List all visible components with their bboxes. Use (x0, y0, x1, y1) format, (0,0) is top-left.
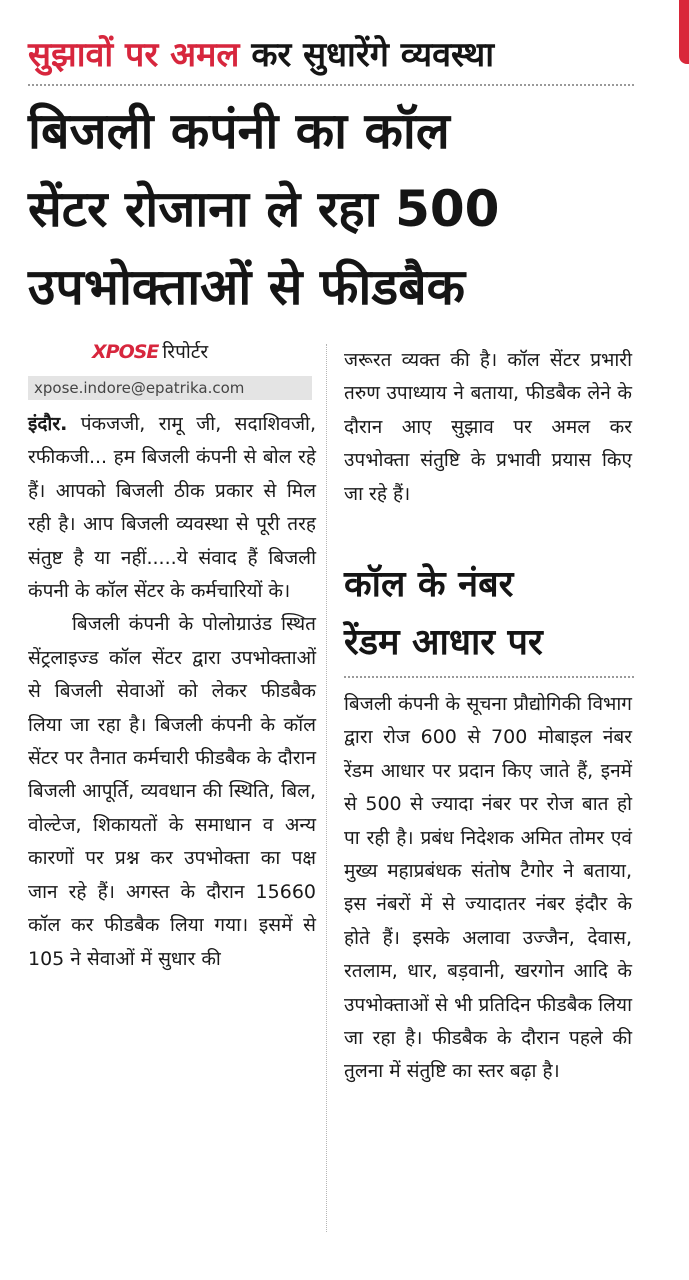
dateline: इंदौर. (28, 413, 68, 435)
headline-line-3: उपभोक्ताओं से फीडबैक (28, 258, 466, 316)
headline (28, 92, 648, 326)
subheading-divider (344, 676, 634, 678)
article-column-right-bottom (344, 688, 632, 1089)
paragraph-body: बिजली कंपनी के पोलोग्राउंड स्थित सेंट्रलाइज्ड कॉल सेंटर द्वारा उपभोक्ताओं से बिजली सेवाओं को लेकर फीडबैक लिया जा रहा है। बिजली कंपनी के कॉल सेंटर पर तैनात कर्मचारी फीडबैक के दौरान बिजली आपूर्ति, व्यवधान की स्थिति, बिल, वोल्टेज, शिकायतों के समाधान व अन्य कारणों पर प्रश्न कर उपभोक्ता का पक्ष जान रहे हैं। अगस्त के दौरान 15660 कॉल कर फीडबैक लिया गया। इसमें से 105 ने सेवाओं में सुधार की (28, 613, 316, 970)
paragraph-continuation: जरूरत व्यक्त की है। कॉल सेंटर प्रभारी तरुण उपाध्याय ने बताया, फीडबैक लेने के दौरान आए सुझाव पर अमल कर उपभोक्ता संतुष्टि के प्रभावी प्रयास किए जा रहे हैं। (344, 349, 632, 505)
brand-logo: XPOSE (92, 341, 159, 363)
kicker-divider (28, 84, 634, 86)
article-column-left (28, 408, 316, 976)
byline (92, 338, 208, 364)
kicker (28, 32, 638, 78)
column-divider (326, 344, 327, 1232)
subheading (344, 556, 640, 672)
headline-line-1: बिजली कपंनी का कॉल (28, 102, 450, 160)
article-column-right-top (344, 344, 632, 511)
kicker-text: कर सुधारेंगे व्यवस्था (251, 35, 495, 75)
paragraph-intro (28, 408, 316, 608)
headline-line-2: सेंटर रोजाना ले रहा 500 (28, 180, 500, 238)
corner-tab (679, 0, 689, 64)
reporter-email: xpose.indore@epatrika.com (28, 376, 312, 400)
paragraph-intro-text: पंकजजी, रामू जी, सदाशिवजी, रफीकजी... हम बिजली कंपनी से बोल रहे हैं। आपको बिजली ठीक प्रकार से मिल रही है। आप बिजली व्यवस्था से पूरी तरह संतुष्ट है या नहीं.....ये संवाद हैं बिजली कंपनी के कॉल सेंटर के कर्मचारियों के। (28, 413, 317, 603)
byline-role: रिपोर्टर (162, 341, 209, 363)
subheading-line-2: रेंडम आधार पर (344, 622, 543, 663)
subheading-line-1: कॉल के नंबर (344, 564, 514, 605)
kicker-highlight: सुझावों पर अमल (28, 35, 240, 75)
paragraph-random-numbers: बिजली कंपनी के सूचना प्रौद्योगिकी विभाग द्वारा रोज 600 से 700 मोबाइल नंबर रेंडम आधार पर प्रदान किए जाते हैं, इनमें से 500 से ज्यादा नंबर पर रोज बात हो पा रही है। प्रबंध निदेशक अमित तोमर एवं मुख्य महाप्रबंधक संतोष टैगोर ने बताया, इस नंबरों में से ज्यादातर नंबर इंदौर के होते हैं। इसके अलावा उज्जैन, देवास, रतलाम, धार, बड़वानी, खरगोन आदि के उपभोक्ताओं से भी प्रतिदिन फीडबैक लिया जा रहा है। फीडबैक के दौरान पहले की तुलना में संतुष्टि का स्तर बढ़ा है। (344, 693, 632, 1083)
